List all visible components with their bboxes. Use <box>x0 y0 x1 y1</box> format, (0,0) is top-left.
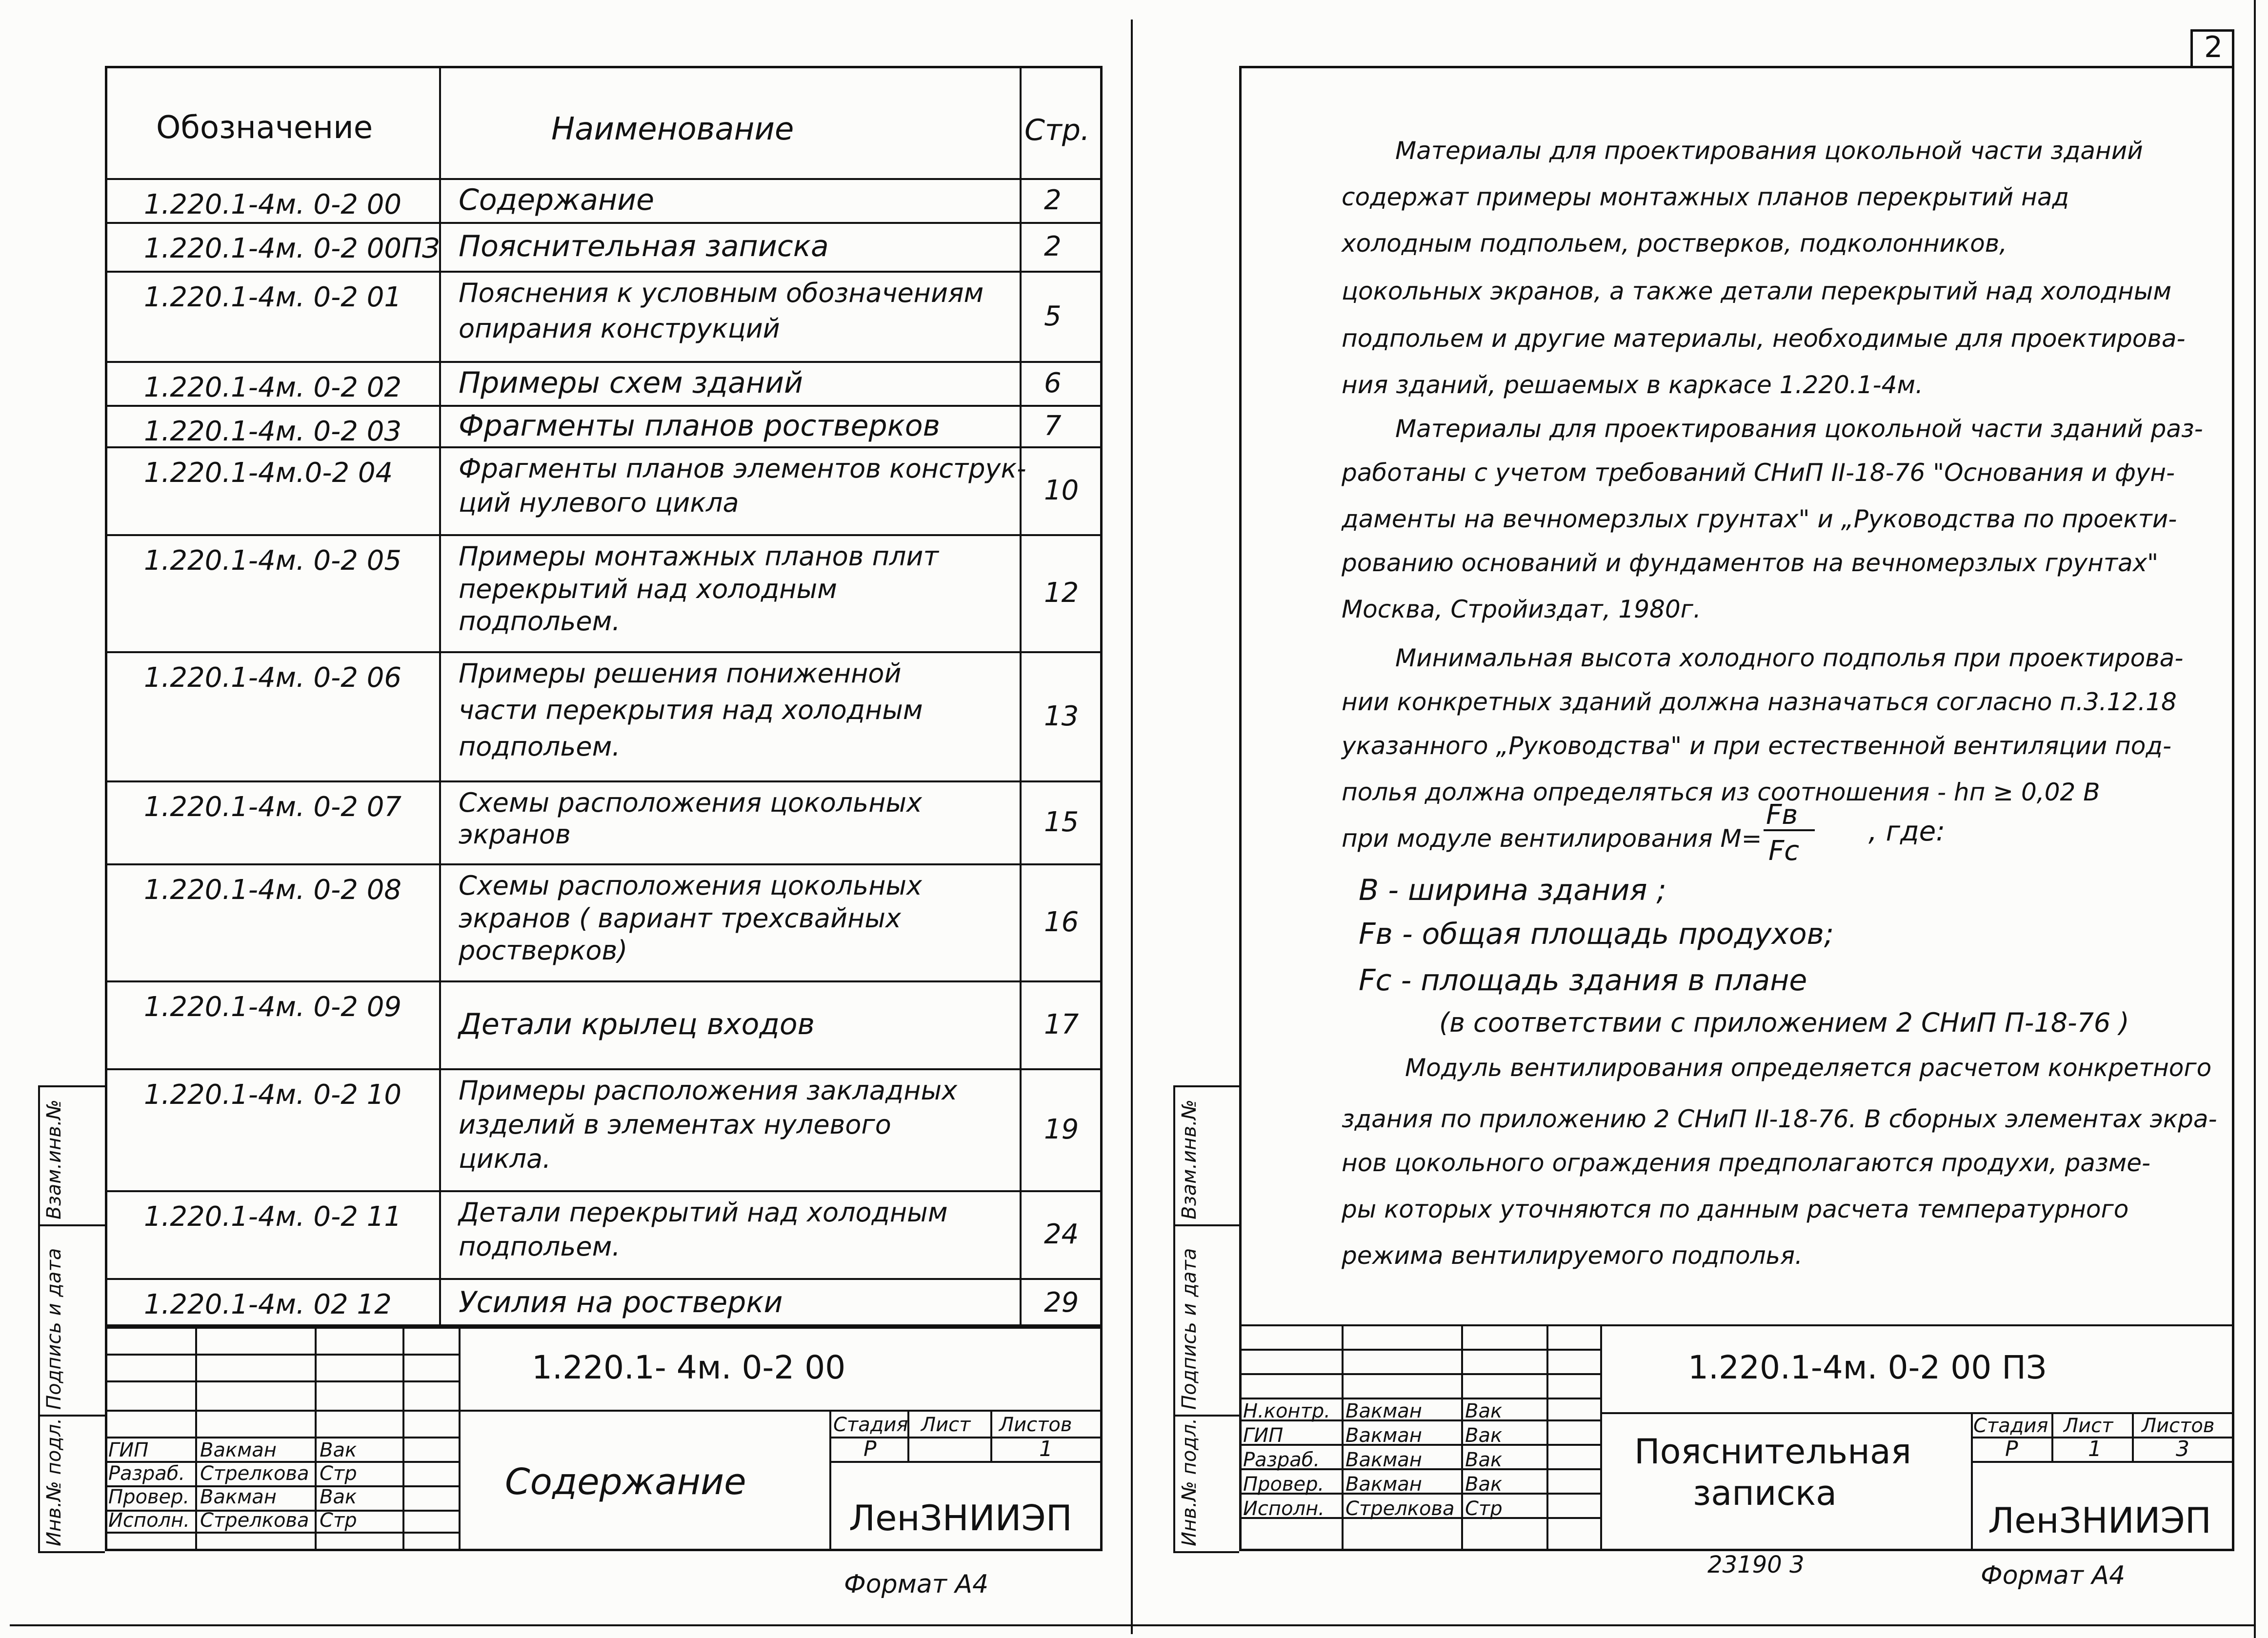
right-edge <box>2254 0 2256 1638</box>
row-name-line: подпольем. <box>459 731 621 762</box>
right-side-label-2: Подпись и дата <box>1178 1248 1201 1410</box>
row-name-line: ростверков) <box>459 935 628 966</box>
paragraph-line: работаны с учетом требований СНиП II-18-76 "Основания и фун- <box>1342 459 2175 487</box>
stamp-name: Вакман <box>1345 1449 1422 1471</box>
r-stamp-v2 <box>1971 1412 1973 1551</box>
right-stage-header: Стадия <box>1973 1415 2048 1437</box>
left-sheet-header: Лист <box>921 1414 971 1436</box>
right-side-label-3: Взам.инв.№ <box>1178 1099 1201 1219</box>
row-name-line: Содержание <box>459 183 655 217</box>
row-name-line: ций нулевого цикла <box>459 487 739 518</box>
stamp-name: Вакман <box>1345 1473 1422 1496</box>
row-page: 17 <box>1044 1009 1079 1040</box>
stamp-sign: Вак <box>1465 1449 1503 1471</box>
stamp-sign: Вак <box>320 1486 357 1508</box>
row-divider <box>105 222 1103 224</box>
row-code: 1.220.1-4м. 0-2 02 <box>144 372 401 403</box>
right-sheets: 3 <box>2176 1437 2189 1461</box>
row-code: 1.220.1-4м. 0-2 07 <box>144 791 401 823</box>
row-page: 24 <box>1044 1219 1079 1250</box>
paragraph-line: Материалы для проектирования цокольной части зданий <box>1395 137 2143 165</box>
left-stage-header: Стадия <box>833 1414 908 1436</box>
formula-bar <box>1764 829 1815 831</box>
stamp-sign: Вак <box>320 1439 357 1461</box>
row-page: 29 <box>1044 1287 1079 1318</box>
row-code: 1.220.1-4м. 02 12 <box>144 1289 392 1320</box>
left-side-label-3: Взам.инв.№ <box>43 1099 65 1219</box>
formula-suffix: , где: <box>1868 816 1946 847</box>
row-name-line: Пояснения к условным обозначениям <box>459 278 984 308</box>
row-code: 1.220.1-4м. 0-2 03 <box>144 416 401 447</box>
row-name-line: подпольем. <box>459 606 621 637</box>
stamp-name: Стрелкова <box>200 1509 309 1532</box>
left-side-h4 <box>38 1551 105 1553</box>
right-doc-code: 1.220.1-4м. 0-2 00 ПЗ <box>1688 1349 2047 1386</box>
left-side-line <box>38 1085 40 1551</box>
row-page: 5 <box>1044 300 1062 332</box>
row-name-line: перекрытий над холодным <box>459 573 837 604</box>
stamp-grid-h3 <box>105 1410 459 1412</box>
r-stamp-v1 <box>1600 1324 1602 1551</box>
row-code: 1.220.1-4м. 0-2 11 <box>144 1201 401 1233</box>
formula-numerator: Fв <box>1766 799 1798 831</box>
stamp-grid-v2 <box>315 1327 317 1551</box>
row-name-line: Пояснительная записка <box>459 229 829 263</box>
stamp-sign: Стр <box>320 1509 357 1532</box>
right-side-h1 <box>1173 1085 1239 1087</box>
r-stamp-v3 <box>2051 1412 2053 1461</box>
stamp-role: Разраб. <box>108 1462 185 1485</box>
formula-denominator: Fс <box>1768 835 1799 867</box>
row-divider <box>105 361 1103 363</box>
paragraph-line: Модуль вентилирования определяется расчетом конкретного <box>1405 1054 2212 1082</box>
row-page: 13 <box>1044 700 1079 732</box>
row-name-line: Схемы расположения цокольных <box>459 787 922 818</box>
row-name-line: Схемы расположения цокольных <box>459 870 922 901</box>
right-org: ЛенЗНИИЭП <box>1988 1500 2211 1541</box>
stamp-name: Вакман <box>200 1439 277 1461</box>
stamp-v4 <box>990 1410 992 1461</box>
row-name-line: Усилия на ростверки <box>459 1285 783 1319</box>
stamp-name: Вакман <box>1345 1424 1422 1447</box>
row-code: 1.220.1-4м. 0-2 08 <box>144 874 401 906</box>
right-sheet-header: Лист <box>2064 1415 2113 1437</box>
right-stamp-top <box>1239 1324 2234 1326</box>
paragraph-line: (в соответствии с приложением 2 СНиП П-18-76 ) <box>1439 1007 2129 1038</box>
right-stage: Р <box>2005 1437 2018 1461</box>
left-format: Формат А4 <box>844 1570 989 1599</box>
paragraph-line: нов цокольного ограждения предполагаются продухи, разме- <box>1342 1149 2151 1177</box>
row-name-line: Примеры решения пониженной <box>459 658 902 689</box>
stamp-grid-h1 <box>105 1354 459 1356</box>
stamp-sign: Вак <box>1465 1473 1503 1496</box>
right-stamp-title-2: записка <box>1693 1473 1837 1513</box>
paragraph-line: полья должна определяться из соотношения - hп ≥ 0,02 В <box>1342 778 2100 806</box>
row-page: 2 <box>1044 184 1062 216</box>
row-page: 2 <box>1044 231 1062 262</box>
paragraph-line: даменты на вечномерзлых грунтах" и „Руководства по проекти- <box>1342 505 2177 533</box>
left-side-label-2: Подпись и дата <box>43 1248 65 1410</box>
stamp-role: Н.контр. <box>1243 1400 1330 1422</box>
stamp-sign: Стр <box>320 1462 357 1485</box>
stamp-role: Провер. <box>1243 1473 1325 1496</box>
row-page: 15 <box>1044 806 1079 838</box>
row-name-line: части перекрытия над холодным <box>459 695 923 725</box>
paragraph-line: Минимальная высота холодного подполья при проектирова- <box>1395 644 2184 672</box>
stamp-v2 <box>829 1410 831 1551</box>
row-divider <box>105 651 1103 653</box>
stamp-role: Разраб. <box>1243 1449 1320 1471</box>
header-divider <box>105 178 1103 180</box>
row-code: 1.220.1-4м. 0-2 01 <box>144 281 401 313</box>
row-divider <box>105 271 1103 273</box>
paragraph-line: указанного „Руководства" и при естественной вентиляции под- <box>1342 732 2172 760</box>
row-divider <box>105 1278 1103 1280</box>
row-code: 1.220.1-4м. 0-2 00ПЗ <box>144 233 440 264</box>
stamp-sign: Стр <box>1465 1498 1503 1520</box>
stamp-h1 <box>459 1410 1103 1412</box>
row-name-line: цикла. <box>459 1143 551 1174</box>
stamp-role: ГИП <box>108 1439 149 1461</box>
row-divider <box>105 863 1103 865</box>
row-name-line: экранов <box>459 819 571 850</box>
right-sheet: 1 <box>2088 1437 2102 1461</box>
right-side-h2 <box>1173 1224 1239 1226</box>
row-code: 1.220.1-4м. 0-2 06 <box>144 662 401 694</box>
paragraph-line: Материалы для проектирования цокольной части зданий раз- <box>1395 415 2203 443</box>
right-side-h4 <box>1173 1551 1239 1553</box>
row-page: 19 <box>1044 1114 1079 1145</box>
stamp-role: Исполн. <box>1243 1498 1325 1520</box>
col-divider-2 <box>1020 66 1022 1327</box>
footer-number: 23190 3 <box>1707 1551 1805 1578</box>
page-divider <box>1131 20 1133 1634</box>
row-divider <box>105 1068 1103 1070</box>
row-divider <box>105 405 1103 407</box>
stamp-grid-h8 <box>105 1532 459 1534</box>
paragraph-line: рованию оснований и фундаментов на вечномерзлых грунтах" <box>1342 549 2159 577</box>
stamp-name: Вакман <box>200 1486 277 1508</box>
left-side-h1 <box>38 1085 105 1087</box>
paragraph-line: подпольем и другие материалы, необходимые для проектирова- <box>1342 324 2186 353</box>
left-stage: Р <box>863 1437 877 1461</box>
row-name-line: опирания конструкций <box>459 313 780 344</box>
paragraph-line: цокольных экранов, а также детали перекрытий над холодным <box>1342 277 2172 305</box>
row-divider <box>105 980 1103 982</box>
paragraph-line: при модуле вентилирования М= <box>1342 824 1762 853</box>
right-side-label-1: Инв.№ подл. <box>1178 1418 1201 1546</box>
left-org: ЛенЗНИИЭП <box>849 1498 1072 1538</box>
stamp-name: Стрелкова <box>1345 1498 1455 1520</box>
left-doc-code: 1.220.1- 4м. 0-2 00 <box>532 1349 846 1386</box>
stamp-role: Исполн. <box>108 1509 190 1532</box>
paragraph-line: режима вентилируемого подполья. <box>1342 1241 1803 1270</box>
paragraph-line: ры которых уточняются по данным расчета температурного <box>1342 1195 2129 1223</box>
paragraph-line: нии конкретных зданий должна назначаться согласно п.3.12.18 <box>1342 688 2177 716</box>
row-divider <box>105 780 1103 782</box>
row-divider <box>105 534 1103 536</box>
right-side-h3 <box>1173 1415 1239 1417</box>
row-name-line: Примеры схем зданий <box>459 366 803 400</box>
row-name-line: Примеры монтажных планов плит <box>459 541 939 572</box>
sheet-number: 2 <box>2204 30 2223 64</box>
row-name-line: Примеры расположения закладных <box>459 1075 958 1106</box>
row-divider <box>105 1190 1103 1192</box>
r-grid-h1 <box>1239 1349 1600 1351</box>
stamp-role: Провер. <box>108 1486 190 1508</box>
row-page: 7 <box>1044 410 1062 442</box>
header-name: Наименование <box>551 111 794 147</box>
paragraph-line: здания по приложению 2 СНиП II-18-76. В сборных элементах экра- <box>1342 1105 2217 1133</box>
stamp-name: Вакман <box>1345 1400 1422 1422</box>
row-name-line: экранов ( вариант трехсвайных <box>459 902 902 934</box>
right-side-line <box>1173 1085 1175 1551</box>
stamp-grid-v1 <box>195 1327 197 1551</box>
paragraph-line: содержат примеры монтажных планов перекрытий над <box>1342 183 2069 211</box>
r-grid-h3 <box>1239 1398 1600 1399</box>
row-name-line: подпольем. <box>459 1231 621 1262</box>
left-sheets-header: Листов <box>999 1414 1072 1436</box>
stamp-name: Стрелкова <box>200 1462 309 1485</box>
right-sheets-header: Листов <box>2142 1415 2215 1437</box>
row-name-line: Фрагменты планов элементов конструк- <box>459 453 1026 484</box>
bottom-border <box>10 1624 2254 1626</box>
row-page: 16 <box>1044 906 1079 938</box>
paragraph-line: В - ширина здания ; <box>1359 873 1666 907</box>
left-side-h2 <box>38 1224 105 1226</box>
row-name-line: изделий в элементах нулевого <box>459 1109 891 1140</box>
paragraph-line: холодным подпольем, ростверков, подколонников, <box>1342 229 2007 258</box>
left-side-h3 <box>38 1415 105 1417</box>
row-name-line: Детали крылец входов <box>459 1007 815 1041</box>
row-page: 12 <box>1044 577 1079 609</box>
stamp-role: ГИП <box>1243 1424 1284 1447</box>
stamp-grid-h2 <box>105 1380 459 1382</box>
right-format: Формат А4 <box>1981 1561 2126 1590</box>
paragraph-line: ния зданий, решаемых в каркасе 1.220.1-4м. <box>1342 371 1923 399</box>
r-stamp-v4 <box>2132 1412 2134 1461</box>
row-code: 1.220.1-4м. 0-2 09 <box>144 991 401 1023</box>
r-stamp-h1 <box>1600 1412 2234 1414</box>
stamp-sign: Вак <box>1465 1400 1503 1422</box>
row-name-line: Фрагменты планов ростверков <box>459 408 940 443</box>
header-designation: Обозначение <box>156 110 373 146</box>
row-page: 6 <box>1044 367 1062 399</box>
r-grid-h2 <box>1239 1373 1600 1375</box>
row-code: 1.220.1-4м. 0-2 05 <box>144 545 401 577</box>
row-code: 1.220.1-4м. 0-2 10 <box>144 1079 401 1111</box>
left-side-label-1: Инв.№ подл. <box>43 1418 65 1546</box>
row-code: 1.220.1-4м.0-2 04 <box>144 457 393 489</box>
stamp-grid-h4 <box>105 1437 459 1438</box>
stamp-grid-v3 <box>402 1327 404 1551</box>
row-name-line: Детали перекрытий над холодным <box>459 1197 948 1228</box>
left-sheets: 1 <box>1039 1437 1053 1461</box>
paragraph-line: Москва, Стройиздат, 1980г. <box>1342 595 1701 623</box>
paragraph-line: Fв - общая площадь продухов; <box>1359 917 1834 951</box>
header-page: Стр. <box>1024 113 1090 147</box>
row-code: 1.220.1-4м. 0-2 00 <box>144 189 401 220</box>
paragraph-line: Fс - площадь здания в плане <box>1359 963 1807 998</box>
stamp-v1 <box>459 1327 461 1551</box>
row-page: 10 <box>1044 475 1079 506</box>
right-stamp-title-1: Пояснительная <box>1634 1432 1911 1472</box>
left-stamp-title: Содержание <box>505 1461 746 1503</box>
stamp-sign: Вак <box>1465 1424 1503 1447</box>
